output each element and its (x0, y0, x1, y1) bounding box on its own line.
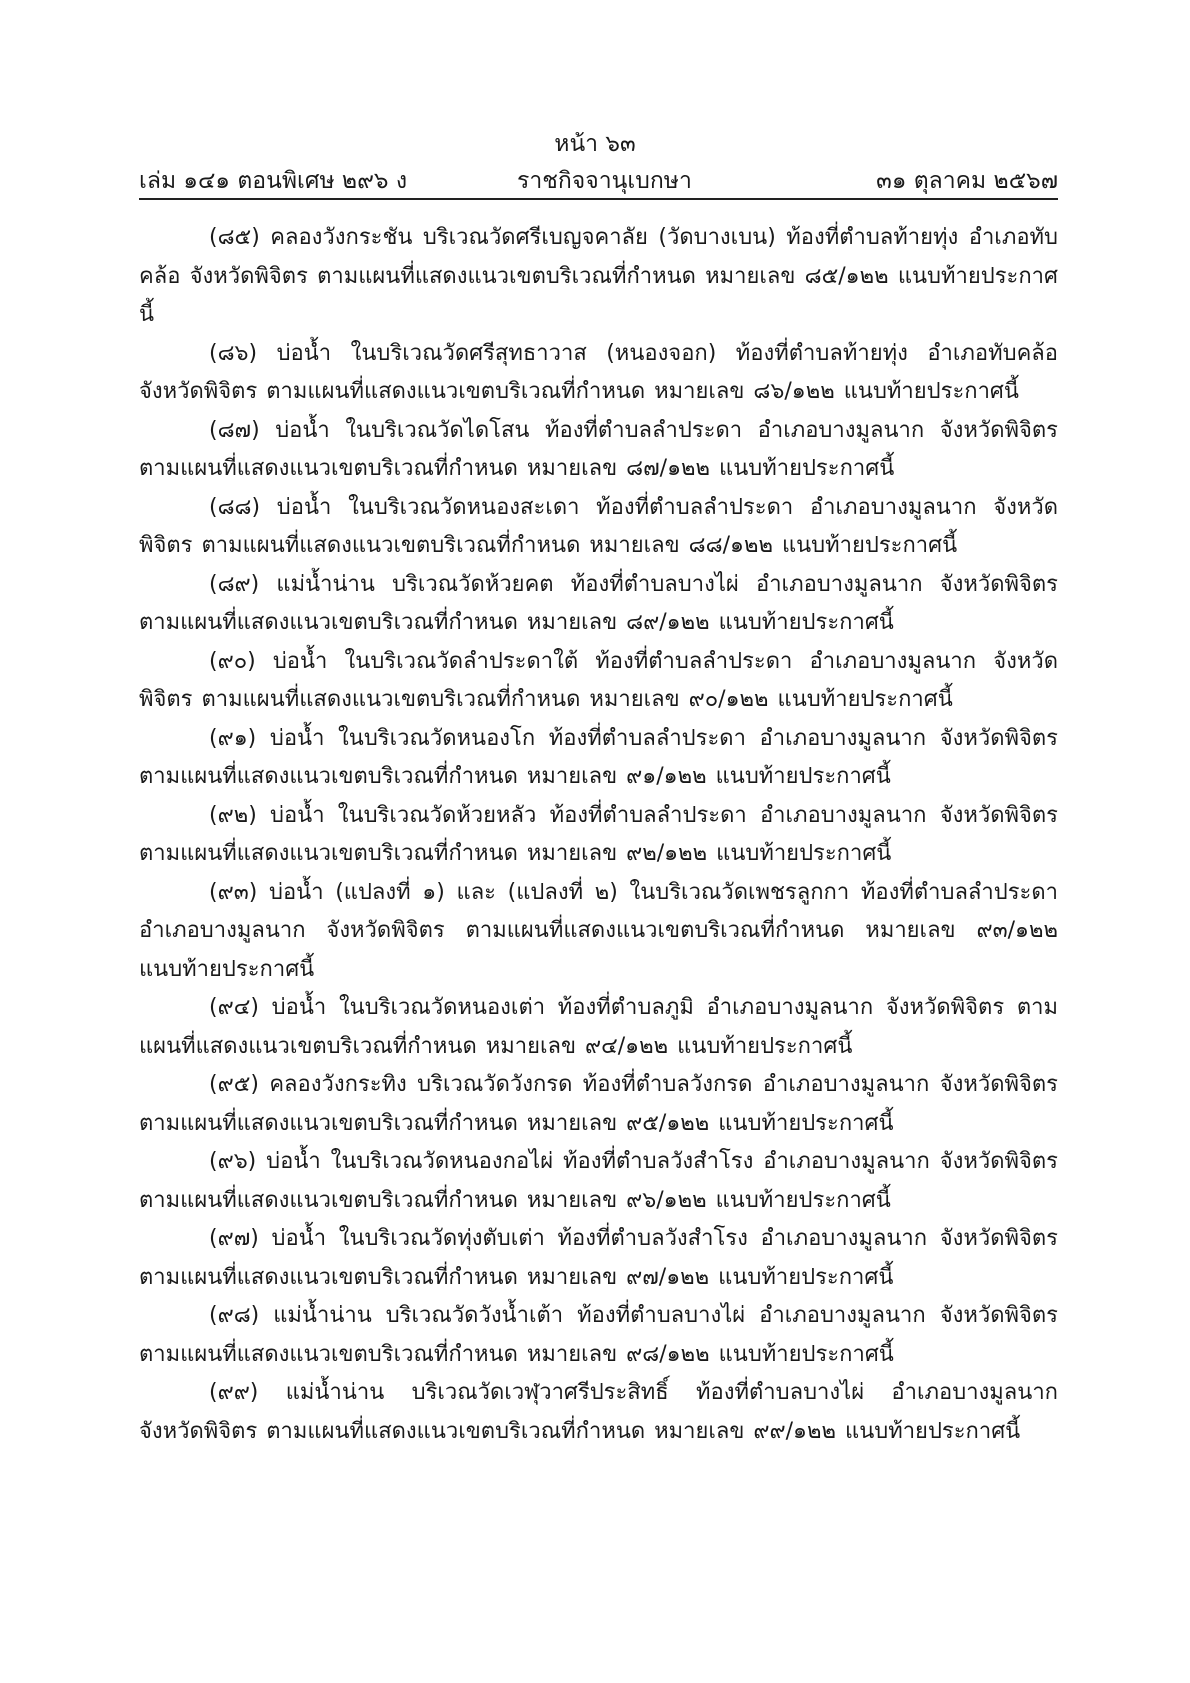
list-item: (๙๓) บ่อน้ำ (แปลงที่ ๑) และ (แปลงที่ ๒) ในบริเวณวัดเพชรลูกกา ท้องที่ตำบลลำประดา อำเภอบางมูลนาก จังหวัดพิจิตร ตามแผนที่แสดงแนวเขตบริเวณที่กำหนด หมายเลข ๙๓/๑๒๒ แนบท้ายประกาศนี้ (139, 879, 1058, 982)
gazette-header (139, 163, 1058, 199)
list-item: (๘๖) บ่อน้ำ ในบริเวณวัดศรีสุทธาวาส (หนองจอก) ท้องที่ตำบลท้ายทุ่ง อำเภอทับคล้อ จังหวัดพิจิตร ตามแผนที่แสดงแนวเขตบริเวณที่กำหนด หมายเลข ๘๖/๑๒๒ แนบท้ายประกาศนี้ (139, 340, 1058, 404)
list-item: (๙๗) บ่อน้ำ ในบริเวณวัดทุ่งตับเต่า ท้องที่ตำบลวังสำโรง อำเภอบางมูลนาก จังหวัดพิจิตร ตามแผนที่แสดงแนวเขตบริเวณที่กำหนด หมายเลข ๙๗/๑๒๒ แนบท้ายประกาศนี้ (139, 1226, 1058, 1290)
gazette-title: ราชกิจจานุเบกษา (517, 168, 692, 194)
list-item: (๙๒) บ่อน้ำ ในบริเวณวัดห้วยหลัว ท้องที่ตำบลลำประดา อำเภอบางมูลนาก จังหวัดพิจิตร ตามแผนที่แสดงแนวเขตบริเวณที่กำหนด หมายเลข ๙๒/๑๒๒ แนบท้ายประกาศนี้ (139, 802, 1058, 866)
list-item: (๙๙) แม่น้ำน่าน บริเวณวัดเวฬุวาศรีประสิทธิ์ ท้องที่ตำบลบางไผ่ อำเภอบางมูลนาก จังหวัดพิจิตร ตามแผนที่แสดงแนวเขตบริเวณที่กำหนด หมายเลข ๙๙/๑๒๒ แนบท้ายประกาศนี้ (139, 1380, 1058, 1444)
document-body (139, 219, 1058, 1451)
list-item: (๙๑) บ่อน้ำ ในบริเวณวัดหนองโก ท้องที่ตำบลลำประดา อำเภอบางมูลนาก จังหวัดพิจิตร ตามแผนที่แสดงแนวเขตบริเวณที่กำหนด หมายเลข ๙๑/๑๒๒ แนบท้ายประกาศนี้ (139, 725, 1058, 789)
list-item: (๘๕) คลองวังกระชัน บริเวณวัดศรีเบญจคาลัย (วัดบางเบน) ท้องที่ตำบลท้ายทุ่ง อำเภอทับคล้อ จังหวัดพิจิตร ตามแผนที่แสดงแนวเขตบริเวณที่กำหนด หมายเลข ๘๕/๑๒๒ แนบท้ายประกาศนี้ (139, 225, 1058, 327)
page-number: หน้า ๖๓ (554, 131, 636, 157)
header-divider (139, 198, 1058, 200)
list-item: (๙๔) บ่อน้ำ ในบริเวณวัดหนองเต่า ท้องที่ตำบลภูมิ อำเภอบางมูลนาก จังหวัดพิจิตร ตามแผนที่แสดงแนวเขตบริเวณที่กำหนด หมายเลข ๙๔/๑๒๒ แนบท้ายประกาศนี้ (139, 995, 1058, 1059)
list-item: (๘๗) บ่อน้ำ ในบริเวณวัดไดโสน ท้องที่ตำบลลำประดา อำเภอบางมูลนาก จังหวัดพิจิตร ตามแผนที่แสดงแนวเขตบริเวณที่กำหนด หมายเลข ๘๗/๑๒๒ แนบท้ายประกาศนี้ (139, 417, 1058, 481)
list-item: (๘๘) บ่อน้ำ ในบริเวณวัดหนองสะเดา ท้องที่ตำบลลำประดา อำเภอบางมูลนาก จังหวัดพิจิตร ตามแผนที่แสดงแนวเขตบริเวณที่กำหนด หมายเลข ๘๘/๑๒๒ แนบท้ายประกาศนี้ (139, 494, 1058, 558)
list-item: (๙๘) แม่น้ำน่าน บริเวณวัดวังน้ำเต้า ท้องที่ตำบลบางไผ่ อำเภอบางมูลนาก จังหวัดพิจิตร ตามแผนที่แสดงแนวเขตบริเวณที่กำหนด หมายเลข ๙๘/๑๒๒ แนบท้ายประกาศนี้ (139, 1303, 1058, 1367)
list-item: (๘๙) แม่น้ำน่าน บริเวณวัดห้วยคต ท้องที่ตำบลบางไผ่ อำเภอบางมูลนาก จังหวัดพิจิตร ตามแผนที่แสดงแนวเขตบริเวณที่กำหนด หมายเลข ๘๙/๑๒๒ แนบท้ายประกาศนี้ (139, 571, 1058, 635)
list-item: (๙๕) คลองวังกระทิง บริเวณวัดวังกรด ท้องที่ตำบลวังกรด อำเภอบางมูลนาก จังหวัดพิจิตร ตามแผนที่แสดงแนวเขตบริเวณที่กำหนด หมายเลข ๙๕/๑๒๒ แนบท้ายประกาศนี้ (139, 1072, 1058, 1136)
list-item: (๙๖) บ่อน้ำ ในบริเวณวัดหนองกอไผ่ ท้องที่ตำบลวังสำโรง อำเภอบางมูลนาก จังหวัดพิจิตร ตามแผนที่แสดงแนวเขตบริเวณที่กำหนด หมายเลข ๙๖/๑๒๒ แนบท้ายประกาศนี้ (139, 1149, 1058, 1213)
volume-issue: เล่ม ๑๔๑ ตอนพิเศษ ๒๙๖ ง (139, 168, 408, 194)
publication-date: ๓๑ ตุลาคม ๒๕๖๗ (876, 168, 1058, 194)
list-item: (๙๐) บ่อน้ำ ในบริเวณวัดลำประดาใต้ ท้องที่ตำบลลำประดา อำเภอบางมูลนาก จังหวัดพิจิตร ตามแผนที่แสดงแนวเขตบริเวณที่กำหนด หมายเลข ๙๐/๑๒๒ แนบท้ายประกาศนี้ (139, 648, 1058, 712)
